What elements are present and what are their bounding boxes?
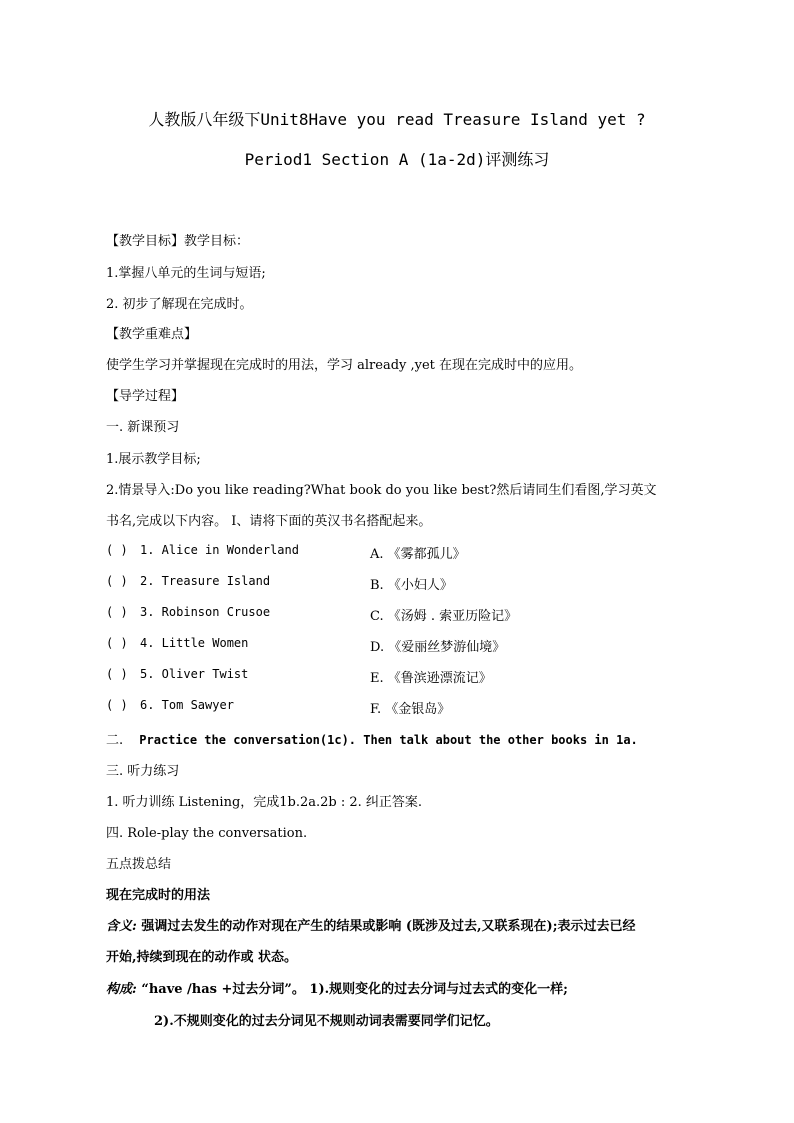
book-english-title: 2. Treasure Island [140,574,271,588]
grammar-meaning-line-1 [106,915,636,934]
objectives-heading: 【教学目标】教学目标： [106,234,250,249]
objective-item-2: 2. 初步了解现在完成时。 [106,297,253,312]
document-title: 人教版八年级下Unit8Have you read Treasure Island yet ? [148,110,646,129]
section-1-heading: 一. 新课预习 [106,420,180,435]
answer-blank: ( ) [106,698,128,712]
matching-row [106,698,451,717]
matching-row [106,636,506,655]
book-english-title: 5. Oliver Twist [140,667,249,681]
grammar-structure-line-1 [106,978,568,997]
book-english-title: 4. Little Women [140,636,249,650]
grammar-structure-line-2: 2).不规则变化的过去分词见不规则动词表需要同学们记忆。 [154,1014,499,1029]
document-subtitle: Period1 Section A (1a-2d)评测练习 [244,150,550,169]
grammar-meaning-line-2: 开始,持续到现在的动作或 状态。 [106,950,298,965]
book-english-title: 6. Tom Sawyer [140,698,234,712]
matching-row [106,574,453,593]
key-points-heading: 【教学重难点】 [106,327,198,342]
structure-label: 构成: [106,982,137,997]
process-heading: 【导学过程】 [106,389,185,404]
matching-row [106,667,492,686]
book-chinese-title: A. 《雾都孤儿》 [370,547,466,562]
objective-item-1: 1.掌握八单元的生词与短语; [106,266,266,281]
answer-blank: ( ) [106,543,128,557]
matching-row [106,543,466,562]
section-2-text: Practice the conversation(1c). Then talk about the other books in 1a. [139,733,638,747]
answer-blank: ( ) [106,667,128,681]
key-points-text: 使学生学习并掌握现在完成时的用法，学习 already ,yet 在现在完成时中的应用。 [106,358,583,373]
section-5-heading: 五点拨总结 [106,857,172,872]
meaning-label: 含义: [106,919,137,934]
book-chinese-title: F. 《金银岛》 [370,702,451,717]
book-chinese-title: E. 《鲁滨逊漂流记》 [370,671,492,686]
section-4-heading: 四. Role-play the conversation. [106,826,308,841]
structure-text: “have /has +过去分词”。 1).规则变化的过去分词与过去式的变化一样; [136,982,568,997]
matching-row [106,605,518,624]
book-english-title: 3. Robinson Crusoe [140,605,271,619]
section-3-heading: 三. 听力练习 [106,764,180,779]
answer-blank: ( ) [106,636,128,650]
section-2 [106,729,638,748]
section-2-number: 二. [106,733,124,748]
section-3-text: 1. 听力训练 Listening，完成1b.2a.2b : 2. 纠正答案. [106,795,423,810]
book-english-title: 1. Alice in Wonderland [140,543,299,557]
meaning-text: 强调过去发生的动作对现在产生的结果或影响 (既涉及过去,又联系现在);表示过去已经 [136,919,636,934]
answer-blank: ( ) [106,574,128,588]
process-step-2-line-1: 2.情景导入:Do you like reading?What book do you like best?然后请同生们看图,学习英文 [106,483,657,498]
grammar-heading: 现在完成时的用法 [106,888,211,903]
book-chinese-title: C. 《汤姆 . 索亚历险记》 [370,609,518,624]
book-chinese-title: B. 《小妇人》 [370,578,453,593]
process-step-2-line-2: 书名,完成以下内容。 I、请将下面的英汉书名搭配起来。 [106,514,432,529]
answer-blank: ( ) [106,605,128,619]
process-step-1: 1.展示教学目标; [106,452,201,467]
book-chinese-title: D. 《爱丽丝梦游仙境》 [370,640,506,655]
